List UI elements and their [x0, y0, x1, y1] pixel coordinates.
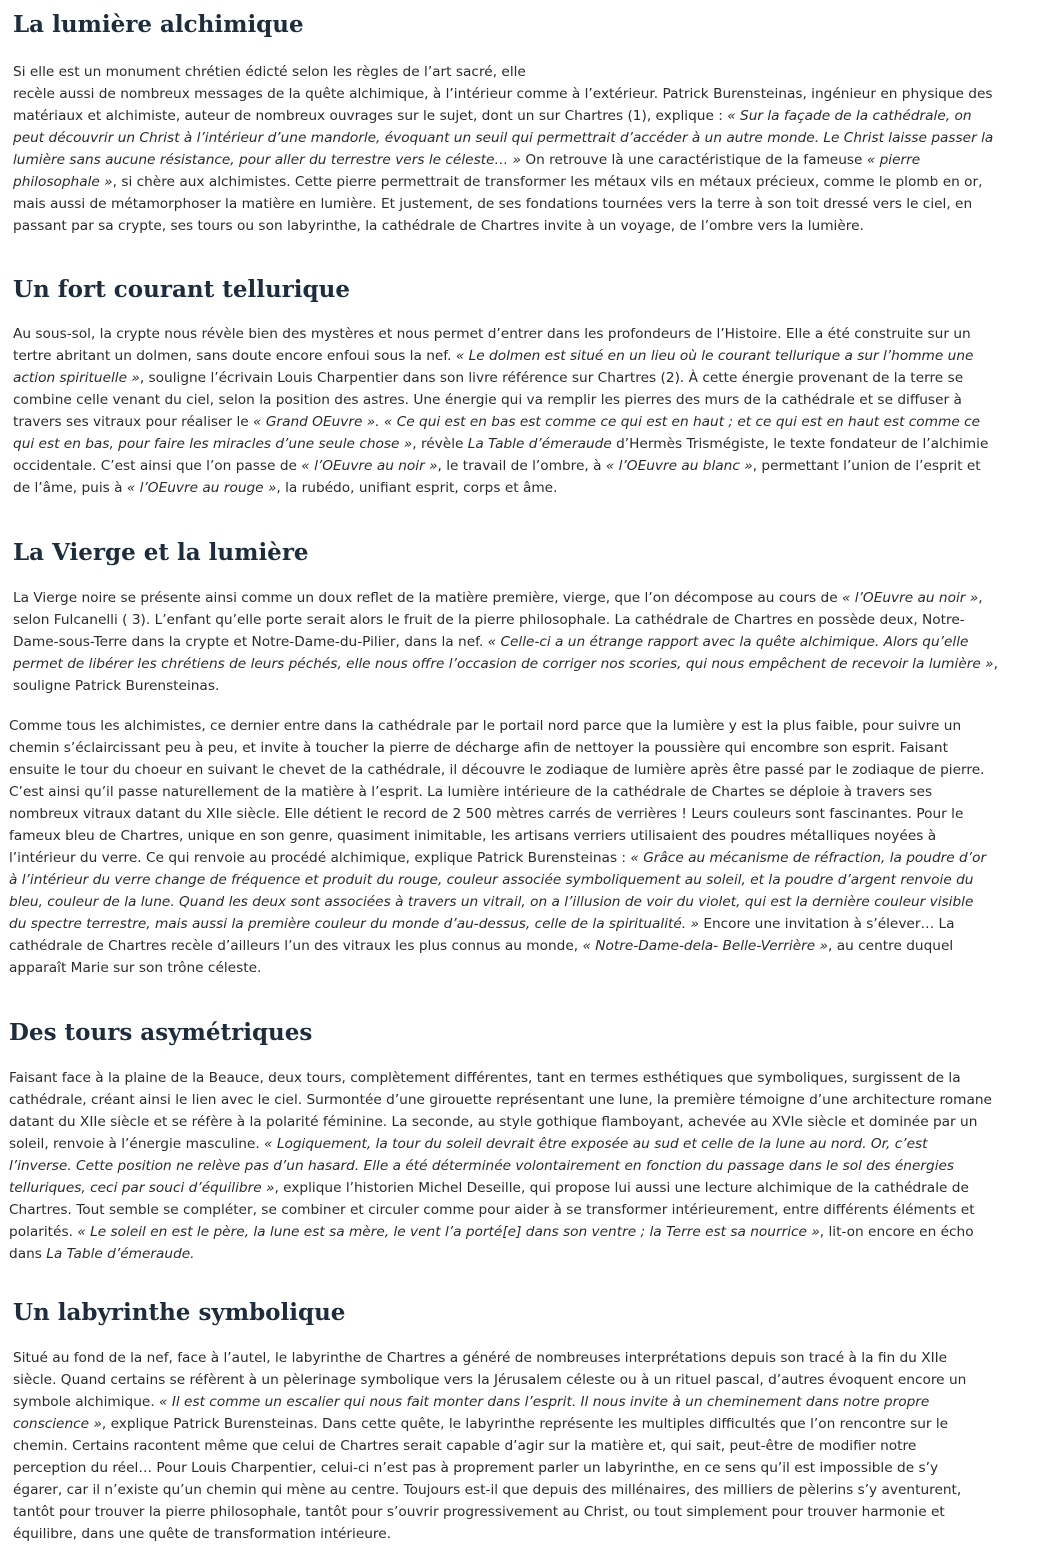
quote-text: « l’OEuvre au noir »: [841, 590, 979, 606]
quote-text: « Celle-ci a un étrange rapport avec la quête alchimique. Alors qu’elle permet de libérer les chrétiens de leurs péchés, elle nous offre l’occasion de corriger nos scories, qui nous empêchent de recevoir la lumière »: [13, 634, 994, 672]
body-text: , si chère aux alchimistes. Cette pierre permettrait de transformer les métaux vils en métaux précieux, comme le plomb en or, mais aussi de métamorphoser la matière en lumière. Et justement, de ses fondations tournées vers la terre à son toit dressé vers le ciel, en passant par sa crypte, ses tours ou son labyrinthe, la cathédrale de Chartres invite à un voyage, de l’ombre vers la lumière.: [13, 174, 983, 234]
body-text: , selon Fulcanelli ( 3). L’enfant qu’elle porte serait alors le fruit de la pierre philosophale. La cathédrale de Chartres en possède deux, Notre-Dame-sous-Terre dans la crypte et Notre-Dame-du-Pilier, dans la nef.: [13, 590, 983, 650]
body-text: , lit-on encore en écho dans: [9, 1224, 974, 1262]
body-text: Au sous-sol, la crypte nous révèle bien des mystères et nous permet d’entrer dans les profondeurs de l’Histoire. Elle a été construite sur un tertre abritant un dolmen, sans doute encore enfoui sous la nef.: [13, 326, 971, 364]
paragraph: [9, 1067, 994, 1265]
body-text: Si elle est un monument chrétien édicté selon les règles de l’art sacré, elle: [13, 64, 526, 80]
quote-text: « Il est comme un escalier qui nous fait monter dans l’esprit. Il nous invite à un cheminement dans notre propre conscience »: [13, 1394, 930, 1432]
quote-text: « Grâce au mécanisme de réfraction, la poudre d’or à l’intérieur du verre change de fréquence et produit du rouge, couleur associée symboliquement au soleil, et la poudre d’argent renvoie du bleu, couleur de la lune. Quand les deux sont associées à travers un vitrail, on a l’illusion de voir du violet, qui est la dernière couleur visible du spectre terrestre, mais aussi la première couleur du monde d’au-dessus, celle de la spiritualité. »: [9, 850, 987, 932]
paragraph: [13, 61, 998, 237]
body-text: d’Hermès Trismégiste, le texte fondateur de l’alchimie occidentale. C’est ainsi que l’on passe de: [13, 436, 989, 474]
quote-text: « Logiquement, la tour du soleil devrait être exposée au sud et celle de la lune au nord. Or, c’est l’inverse. Cette position ne relève pas d’un hasard. Elle a été déterminée volontairement en fonction du passage dans le sol des énergies telluriques, ceci par souci d’équilibre »: [9, 1136, 955, 1196]
quote-text: « l’OEuvre au rouge »: [126, 480, 277, 496]
paragraph: [13, 587, 998, 697]
body-text: On retrouve là une caractéristique de la fameuse: [520, 152, 867, 168]
body-text: Encore une invitation à s’élever… La cathédrale de Chartres recèle d’ailleurs l’un des vitraux les plus connus au monde,: [9, 916, 955, 954]
body-text: , au centre duquel apparaît Marie sur son trône céleste.: [9, 938, 954, 976]
quote-text: « l’OEuvre au noir »: [301, 458, 438, 474]
body-text: , révèle: [412, 436, 468, 452]
quote-text: « Le dolmen est situé en un lieu où le courant tellurique a sur l’homme une action spirituelle »: [13, 348, 974, 386]
body-text: , souligne l’écrivain Louis Charpentier dans son livre référence sur Chartres (2). À cette énergie provenant de la terre se combine celle venant du ciel, selon la position des astres. Une énergie qui va remplir les pierres des murs de la cathédrale et se diffuser à travers ses vitraux pour réaliser le: [13, 370, 964, 430]
quote-text: « pierre philosophale »: [13, 152, 921, 190]
heading-des-tours-asymetriques: Des tours asymétriques: [9, 1019, 313, 1046]
body-text: , la rubédo, unifiant esprit, corps et âme.: [276, 480, 558, 496]
body-text: , explique Patrick Burensteinas. Dans cette quête, le labyrinthe représente les multiples difficultés que l’on rencontre sur le chemin. Certains racontent même que celui de Chartres serait capable d’agir sur la matière et, qui sait, peut-être de modifier notre perception du réel… Pour Louis Charpentier, celui-ci n’est pas à proprement parler un labyrinthe, en ce sens qu’il est impossible de s’y égarer, car il n’existe qu’un chemin qui mène au centre. Toujours est-il que depuis des millénaires, des milliers de pèlerins s’y aventurent, tantôt pour trouver la pierre philosophale, tantôt pour s’ouvrir progressivement au Christ, ou tout simplement pour trouver harmonie et équilibre, dans une quête de transformation intérieure.: [13, 1416, 962, 1542]
heading-la-vierge-et-la-lumiere: La Vierge et la lumière: [13, 539, 309, 566]
heading-la-lumiere-alchimique: La lumière alchimique: [13, 11, 304, 38]
body-text: , le travail de l’ombre, à: [437, 458, 606, 474]
quote-text: La Table d’émeraude: [467, 436, 612, 452]
quote-text: La Table d’émeraude.: [46, 1246, 195, 1262]
body-text: Faisant face à la plaine de la Beauce, deux tours, complètement différentes, tant en termes esthétiques que symboliques, surgissent de la cathédrale, créant ainsi le lien avec le ciel. Surmontée d’une girouette représentant une lune, la première témoigne d’une architecture romane datant du XIIe siècle et se réfère à la polarité féminine. La seconde, au style gothique flamboyant, achevée au XVIe siècle et dominée par un soleil, renvoie à l’énergie masculine.: [9, 1070, 992, 1152]
body-text: recèle aussi de nombreux messages de la quête alchimique, à l’intérieur comme à l’extérieur. Patrick Burensteinas, ingénieur en physique des matériaux et alchimiste, auteur de nombreux ouvrages sur le sujet, dont un sur Chartres (1), explique :: [13, 86, 993, 124]
heading-un-fort-courant-tellurique: Un fort courant tellurique: [13, 276, 350, 303]
body-text: Comme tous les alchimistes, ce dernier entre dans la cathédrale par le portail nord parce que la lumière y est la plus faible, pour suivre un chemin s’éclaircissant peu à peu, et invite à toucher la pierre de décharge afin de nettoyer la poussière qui encombre son esprit. Faisant ensuite le tour du choeur en suivant le chevet de la cathédrale, il découvre le zodiaque de lumière après être passé par le zodiaque de pierre. C’est ainsi qu’il passe naturellement de la matière à l’esprit. La lumière intérieure de la cathédrale de Chartes se déploie à travers ses nombreux vitraux datant du XIIe siècle. Elle détient le record de 2 500 mètres carrés de verrières ! Leurs couleurs sont fascinantes. Pour le fameux bleu de Chartres, unique en son genre, quasiment inimitable, les artisans verriers utilisaient des poudres métalliques noyées à l’intérieur du verre. Ce qui renvoie au procédé alchimique, explique Patrick Burensteinas :: [9, 718, 985, 866]
quote-text: « Grand OEuvre ». « Ce qui est en bas est comme ce qui est en haut ; et ce qui est en haut est comme ce qui est en bas, pour faire les miracles d’une seule chose »: [13, 414, 981, 452]
paragraph: [9, 715, 994, 979]
quote-text: « l’OEuvre au blanc »: [605, 458, 753, 474]
quote-text: « Sur la façade de la cathédrale, on peut découvrir un Christ à l’intérieur d’une mandorle, évoquant un seuil qui permettrait d’accéder à un autre monde. Le Christ laisse passer la lumière sans aucune résistance, pour aller du terrestre vers le céleste… »: [13, 108, 994, 168]
body-text: , explique l’historien Michel Deseille, qui propose lui aussi une lecture alchimique de la cathédrale de Chartres. Tout semble se compléter, se combiner et circuler comme pour aider à se transformer intérieurement, entre différents éléments et polarités.: [9, 1180, 975, 1240]
body-text: , permettant l’union de l’esprit et de l’âme, puis à: [13, 458, 981, 496]
paragraph: [13, 1347, 988, 1545]
paragraph: [13, 323, 998, 499]
body-text: , souligne Patrick Burensteinas.: [13, 656, 998, 694]
body-text: La Vierge noire se présente ainsi comme un doux reflet de la matière première, vierge, que l’on décompose au cours de: [13, 590, 842, 606]
quote-text: « Le soleil en est le père, la lune est sa mère, le vent l’a porté[e] dans son ventre ; la Terre est sa nourrice »: [77, 1224, 820, 1240]
quote-text: « Notre-Dame-dela- Belle-Verrière »: [582, 938, 829, 954]
heading-un-labyrinthe-symbolique: Un labyrinthe symbolique: [13, 1299, 346, 1326]
body-text: Situé au fond de la nef, face à l’autel, le labyrinthe de Chartres a généré de nombreuses interprétations depuis son tracé à la fin du XIIe siècle. Quand certains se réfèrent à un pèlerinage symbolique vers la Jérusalem céleste ou à un rituel pascal, d’autres évoquent encore un symbole alchimique.: [13, 1350, 967, 1410]
